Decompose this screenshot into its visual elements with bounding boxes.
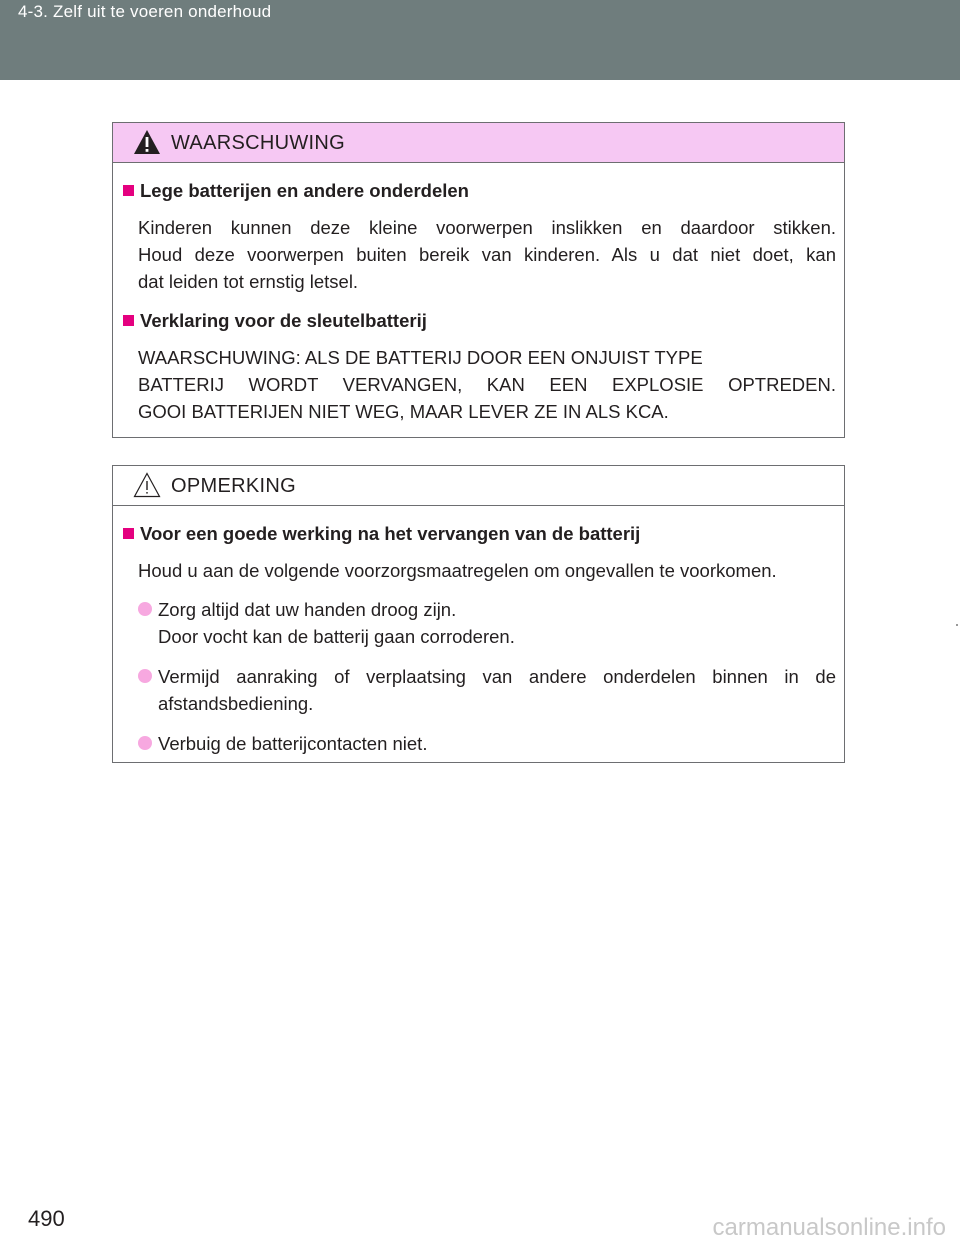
warning-title: WAARSCHUWING <box>171 132 345 154</box>
notice-box <box>112 465 845 763</box>
list-item <box>123 596 836 650</box>
warning-box-body <box>113 163 844 425</box>
section-heading <box>123 307 836 334</box>
round-bullet-icon <box>138 602 152 616</box>
list-item-text <box>158 730 836 757</box>
section-heading-text: Verklaring voor de sleutelbatterij <box>140 310 427 331</box>
list-item <box>123 663 836 717</box>
list-item-line: afstandsbediening. <box>158 693 314 714</box>
section-paragraph <box>123 344 836 425</box>
list-item-line: Vermijd aanraking of verplaatsing van andere onderdelen binnen in de <box>158 666 836 687</box>
notice-box-header <box>113 466 844 506</box>
round-bullet-icon <box>138 736 152 750</box>
margin-mark <box>956 624 958 626</box>
paragraph-line: dat leiden tot ernstig letsel. <box>138 271 359 292</box>
section-header-bar <box>0 0 960 80</box>
section-heading <box>123 520 836 547</box>
section-title: 4-3. Zelf uit te voeren onderhoud <box>18 2 272 21</box>
notice-title: OPMERKING <box>171 475 296 497</box>
paragraph-line: Houd u aan de volgende voorzorgsmaatregelen om ongevallen te voorkomen. <box>138 560 777 581</box>
paragraph-line: BATTERIJ WORDT VERVANGEN, KAN EEN EXPLOSIE OPTREDEN. <box>138 374 836 395</box>
paragraph-line: WAARSCHUWING: ALS DE BATTERIJ DOOR EEN ONJUIST TYPE <box>138 347 703 368</box>
list-item-text <box>158 596 836 650</box>
paragraph-line: Kinderen kunnen deze kleine voorwerpen inslikken en daardoor stikken. <box>138 217 836 238</box>
list-item-line: Verbuig de batterijcontacten niet. <box>158 733 428 754</box>
section-heading <box>123 177 836 204</box>
section-heading-text: Lege batterijen en andere onderdelen <box>140 180 469 201</box>
list-item-line: Zorg altijd dat uw handen droog zijn. <box>158 599 457 620</box>
square-bullet-icon <box>123 185 134 196</box>
warning-box <box>112 122 845 438</box>
watermark-text: carmanualsonline.info <box>712 1214 946 1241</box>
list-item <box>123 730 836 757</box>
caution-triangle-outline-icon <box>133 472 161 498</box>
paragraph-line: GOOI BATTERIJEN NIET WEG, MAAR LEVER ZE IN ALS KCA. <box>138 401 669 422</box>
list-item-line: Door vocht kan de batterij gaan corroderen. <box>158 626 515 647</box>
square-bullet-icon <box>123 315 134 326</box>
section-paragraph <box>123 214 836 295</box>
warning-triangle-icon <box>133 129 161 155</box>
square-bullet-icon <box>123 528 134 539</box>
list-item-text <box>158 663 836 717</box>
page-number: 490 <box>28 1206 65 1231</box>
paragraph-line: Houd deze voorwerpen buiten bereik van kinderen. Als u dat niet doet, kan <box>138 244 836 265</box>
notice-box-body <box>113 506 844 757</box>
warning-box-header <box>113 123 844 163</box>
round-bullet-icon <box>138 669 152 683</box>
section-paragraph <box>123 557 836 584</box>
section-heading-text: Voor een goede werking na het vervangen van de batterij <box>140 523 641 544</box>
